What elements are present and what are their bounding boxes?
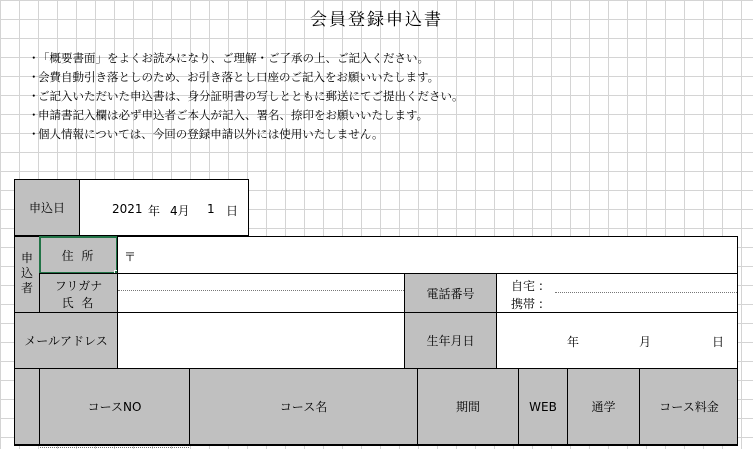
note-item: ・申請書記入欄は必ず申込者ご本人が記入、署名、捺印をお願いいたします。 [28, 108, 429, 122]
header-course-name: コース名 [279, 400, 328, 414]
postal-mark: 〒 [124, 250, 137, 264]
note-item: ・ご記入いただいた申込書は、身分証明書の写しとともに郵送にてご提出ください。 [28, 89, 464, 103]
email-input-cell[interactable] [117, 312, 405, 369]
furigana-divider [118, 290, 404, 291]
application-date-label-cell: 申込日 [14, 179, 80, 236]
application-day: 1 [207, 202, 215, 216]
phone-input-cell[interactable] [496, 273, 738, 313]
note-item: ・「概要書面」をよくお読みになり、ご理解・ご了承の上、ご記入ください。 [28, 51, 429, 65]
note-item: ・会費自動引き落としのため、お引き落とし口座のご記入をお願いいたします。 [28, 70, 440, 84]
address-input-cell[interactable] [117, 236, 738, 274]
header-period: 期間 [455, 400, 480, 414]
phone-label-cell: 電話番号 [404, 273, 497, 313]
phone-divider [555, 292, 737, 293]
name-label-cell: フリガナ 氏 名 [39, 273, 118, 313]
header-course-no: コースNO [87, 400, 142, 414]
header-web: WEB [529, 399, 557, 414]
application-date-cell[interactable]: 2021 年 4月 1 日 [79, 179, 249, 236]
birthdate-label-cell: 生年月日 [404, 312, 497, 369]
application-month: 4月 [170, 204, 190, 218]
header-commute: 通学 [591, 400, 616, 414]
applicant-group-cell: 申込者 [14, 236, 40, 313]
note-item: ・個人情報については、今回の登録申請以外には使用いたしません。 [28, 127, 384, 141]
address-label-cell[interactable]: 住 所 [39, 236, 118, 274]
header-course-fee: コース料金 [659, 400, 719, 414]
form-title: 会員登録申込書 [310, 10, 443, 30]
home-phone-label: 自宅 : [511, 279, 543, 293]
name-input-cell[interactable] [117, 273, 405, 313]
mobile-phone-label: 携帯 : [511, 297, 543, 311]
birthdate-input-cell[interactable]: 年 月 日 [496, 312, 738, 369]
application-year: 2021 [112, 202, 143, 216]
email-label-cell: メールアドレス [14, 312, 118, 369]
